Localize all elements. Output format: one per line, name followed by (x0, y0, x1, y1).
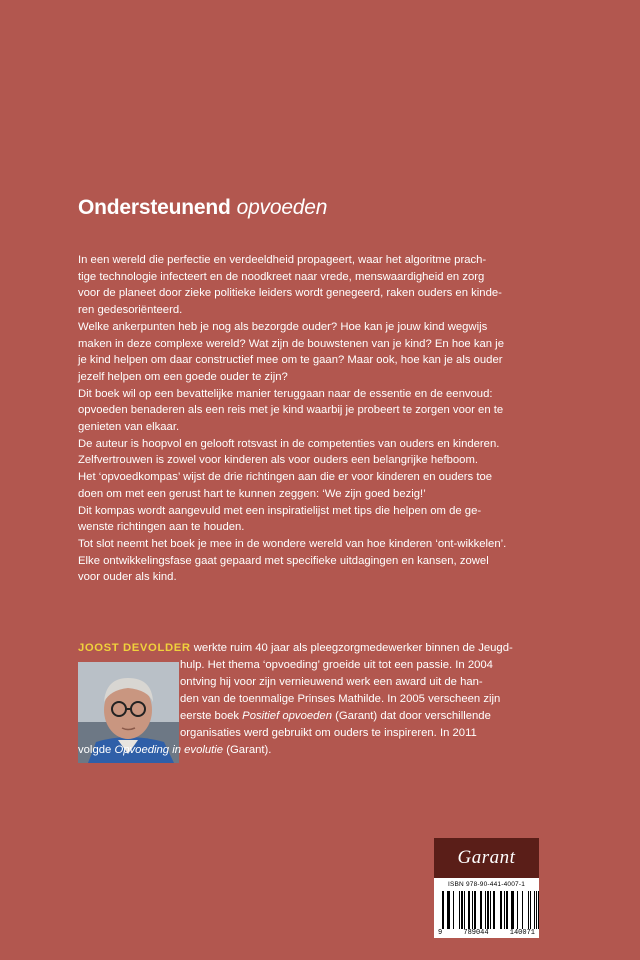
blurb-line: De auteur is hoopvol en gelooft rotsvast in de competenties van ouders en kinderen. (78, 437, 500, 450)
blurb-line: In een wereld die perfectie en verdeeldheid propageert, waar het algoritme prach- (78, 254, 487, 266)
blurb-line: tige technologie infecteert en de noodkreet naar vrede, menswaardigheid en zorg (78, 270, 485, 283)
isbn-text: ISBN 978-90-441-4007-1 (447, 881, 526, 888)
blurb-line: opvoeden benaderen als een reis met je kind waarbij je probeert te zorgen voor en te (78, 404, 504, 417)
blurb-line: Welke ankerpunten heb je nog als bezorgde ouder? Hoe kan je jouw kind wegwijs (78, 320, 488, 333)
barcode-bar (453, 891, 454, 929)
barcode-bar (522, 891, 523, 929)
barcode-bar (474, 891, 476, 929)
barcode-bar (506, 891, 508, 929)
blurb-line: wenste richtingen aan te houden. (78, 521, 245, 534)
barcode-bar (530, 891, 531, 929)
blurb-line: je kind helpen om daar constructief mee om te gaan? Maar ook, hoe kan je als ouder (78, 354, 503, 367)
barcode-bar (487, 891, 489, 929)
barcode-bar (538, 891, 539, 929)
author-name: JOOST DEVOLDER (78, 642, 191, 654)
book-title-italic: opvoeden (236, 196, 328, 219)
blurb-line: Zelfvertrouwen is zowel voor kinderen als voor ouders een belangrijke hefboom. (78, 454, 478, 467)
blurb-line: doen om met een gerust hart te kunnen zeggen: ‘We zijn goed bezig!’ (78, 487, 426, 500)
bio-line-6: organisaties werd gebruikt om ouders te inspireren. In 2011 (180, 727, 477, 739)
bio-line-4: den van de toenmalige Prinses Mathilde. In 2005 verscheen zijn (180, 693, 501, 705)
blurb-line: ren gedesoriënteerd. (78, 304, 183, 317)
barcode-bar (464, 891, 465, 929)
blurb-line: Het ‘opvoedkompas’ wijst de drie richtingen aan die er voor kinderen en ouders toe (78, 471, 493, 484)
barcode-bar (461, 891, 463, 929)
blurb-line: maken in deze complexe wereld? Wat zijn de bouwstenen van je kind? En hoe kan je (78, 337, 504, 350)
blurb-text (78, 252, 548, 586)
barcode-bar (490, 891, 491, 929)
barcode-bars (442, 891, 535, 929)
publisher-logo-text: Garant (457, 847, 516, 868)
bio-line-1: werkte ruim 40 jaar als pleegzorgmedewerker binnen de Jeugd- (190, 642, 513, 654)
barcode-bar (517, 891, 518, 929)
bio-line-5: eerste boek Positief opvoeden (Garant) dat door verschillende (180, 710, 491, 722)
barcode-bar (493, 891, 495, 929)
blurb-line: Dit kompas wordt aangevuld met een inspiratielijst met tips die helpen om de ge- (78, 504, 482, 517)
bio-line-2: hulp. Het thema ‘opvoeding’ groeide uit tot een passie. In 2004 (180, 659, 493, 671)
barcode-digits: 9 789044 140071 (438, 929, 535, 937)
bio-line-3: ontving hij voor zijn vernieuwend werk een award uit de han- (180, 676, 483, 688)
barcode-bar (448, 891, 450, 929)
barcode-bar (500, 891, 502, 929)
blurb-line: Tot slot neemt het boek je mee in de wondere wereld van hoe kinderen ‘ont-wikkelen’. (78, 537, 507, 550)
publisher-logo (434, 838, 539, 878)
isbn-barcode (434, 878, 539, 938)
barcode-bar (480, 891, 482, 929)
author-bio (78, 640, 548, 759)
blurb-line: jezelf helpen om een goede ouder te zijn? (78, 370, 288, 383)
bio-line-7: volgde Opvoeding in evolutie (Garant). (78, 744, 272, 756)
blurb-line: Elke ontwikkelingsfase gaat gepaard met specifieke uitdagingen en kansen, zowel (78, 554, 489, 567)
blurb-line: voor ouder als kind. (78, 571, 177, 584)
barcode-bar (512, 891, 514, 929)
blurb-line: voor de planeet door zieke politieke leiders wordt genegeerd, raken ouders en kinde- (78, 287, 502, 300)
blurb-line: genieten van elkaar. (78, 421, 180, 434)
book-title (78, 196, 327, 220)
book-title-main: Ondersteunend (78, 196, 231, 219)
barcode-bar (468, 891, 470, 929)
barcode-bar (442, 891, 444, 929)
blurb-line: Dit boek wil op een bevattelijke manier teruggaan naar de essentie en de eenvoud: (78, 387, 493, 400)
